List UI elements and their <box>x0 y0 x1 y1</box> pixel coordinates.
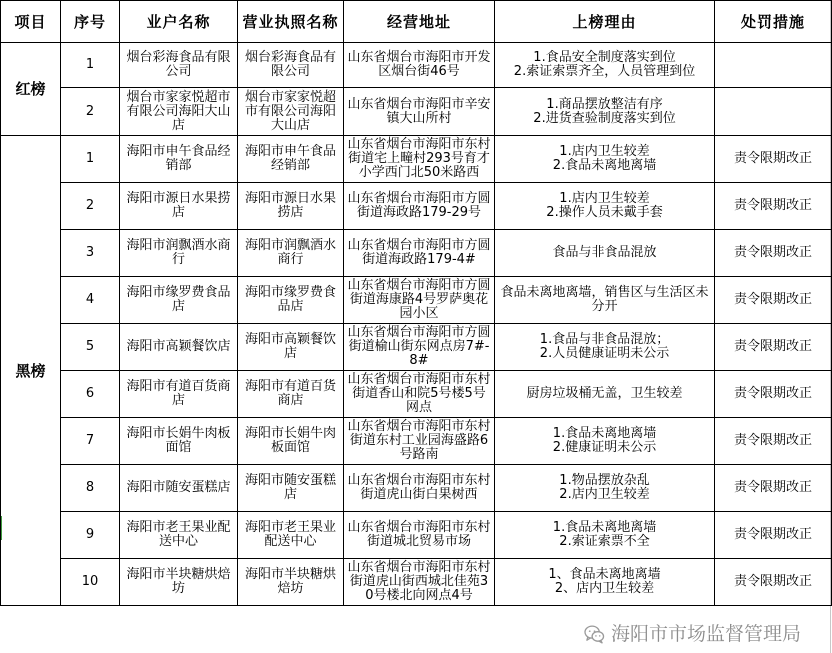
address-cell: 山东省烟台市海阳市方圆街道榆山街东网点房7#-8# <box>344 324 495 371</box>
table-row <box>1 324 832 371</box>
group-label-cell: 红榜 <box>1 43 61 136</box>
business-name-cell: 海阳市半块糖烘焙坊 <box>120 559 238 606</box>
serial-number-cell: 2 <box>61 88 120 136</box>
penalty-cell: 责令限期改正 <box>715 465 832 512</box>
reason-cell <box>495 136 715 183</box>
penalty-cell <box>715 88 832 136</box>
reason-cell <box>495 371 715 418</box>
reason-line: 1.店内卫生较差 <box>559 191 650 206</box>
address-cell: 山东省烟台市海阳市方圆街道海康路4号罗萨奥花园小区 <box>344 277 495 324</box>
address-cell: 山东省烟台市海阳市辛安镇大山所村 <box>344 88 495 136</box>
license-name-cell: 海阳市缘罗费食品店 <box>238 277 344 324</box>
business-name-cell: 海阳市源日水果捞店 <box>120 183 238 230</box>
reason-cell <box>495 512 715 559</box>
address-cell: 山东省烟台市海阳市东村街道宅上疃村293号育才小学西门北50米路西 <box>344 136 495 183</box>
business-name-cell: 海阳市高颖餐饮店 <box>120 324 238 371</box>
reason-cell <box>495 324 715 371</box>
table-row <box>1 230 832 277</box>
serial-number-cell: 8 <box>61 465 120 512</box>
license-name-cell: 海阳市高颖餐饮店 <box>238 324 344 371</box>
penalty-cell: 责令限期改正 <box>715 136 832 183</box>
header-reason: 上榜理由 <box>495 1 715 43</box>
business-name-cell: 海阳市缘罗费食品店 <box>120 277 238 324</box>
reason-line: 1.食品未离地离墙 <box>552 426 657 441</box>
header-address: 经营地址 <box>344 1 495 43</box>
reason-cell <box>495 465 715 512</box>
header-license-name: 营业执照名称 <box>238 1 344 43</box>
reason-line: 2.健康证明未公示 <box>552 440 657 455</box>
serial-number-cell: 1 <box>61 43 120 88</box>
table-row <box>1 88 832 136</box>
business-name-cell: 海阳市润飘酒水商行 <box>120 230 238 277</box>
business-name-cell: 烟台彩海食品有限公司 <box>120 43 238 88</box>
license-name-cell: 海阳市半块糖烘焙坊 <box>238 559 344 606</box>
reason-cell <box>495 418 715 465</box>
reason-cell <box>495 43 715 88</box>
license-name-cell: 海阳市老王果业配送中心 <box>238 512 344 559</box>
address-cell: 山东省烟台市海阳市东村街道城北贸易市场 <box>344 512 495 559</box>
penalty-cell <box>715 43 832 88</box>
serial-number-cell: 9 <box>61 512 120 559</box>
reason-line: 2.操作人员未戴手套 <box>546 205 663 220</box>
table-row <box>1 559 832 606</box>
penalty-cell: 责令限期改正 <box>715 559 832 606</box>
serial-number-cell: 4 <box>61 277 120 324</box>
license-name-cell: 海阳市长娟牛肉板面馆 <box>238 418 344 465</box>
penalty-cell: 责令限期改正 <box>715 230 832 277</box>
header-penalty: 处罚措施 <box>715 1 832 43</box>
reason-line: 2.索证索票不全 <box>559 534 650 549</box>
serial-number-cell: 10 <box>61 559 120 606</box>
reason-line: 1、食品未离地离墙 <box>548 567 661 582</box>
reason-line: 1.食品与非食品混放； <box>539 332 670 347</box>
reason-line: 1.商品摆放整洁有序 <box>546 96 663 112</box>
address-cell: 山东省烟台市海阳市方圆街道海政路179-29号 <box>344 183 495 230</box>
table-row <box>1 465 832 512</box>
license-name-cell: 海阳市源日水果捞店 <box>238 183 344 230</box>
penalty-cell: 责令限期改正 <box>715 324 832 371</box>
table-row <box>1 136 832 183</box>
reason-cell <box>495 559 715 606</box>
serial-number-cell: 2 <box>61 183 120 230</box>
address-cell: 山东省烟台市海阳市开发区烟台街46号 <box>344 43 495 88</box>
serial-number-cell: 1 <box>61 136 120 183</box>
serial-number-cell: 3 <box>61 230 120 277</box>
table-row <box>1 277 832 324</box>
table-row <box>1 183 832 230</box>
wechat-icon <box>584 625 605 644</box>
reason-line: 2.索证索票齐全，人员管理到位 <box>513 64 696 79</box>
watermark-text: 海阳市市场监督管理局 <box>611 623 802 645</box>
address-cell: 山东省烟台市海阳市东村街道虎山街白果树西 <box>344 465 495 512</box>
reason-line: 食品未离地离墙，销售区与生活区未分开 <box>500 285 709 314</box>
header-category: 项目 <box>1 1 61 43</box>
penalty-cell: 责令限期改正 <box>715 512 832 559</box>
address-cell: 山东省烟台市海阳市东村街道虎山街西城北佳苑30号楼北向网点4号 <box>344 559 495 606</box>
serial-number-cell: 5 <box>61 324 120 371</box>
license-name-cell: 海阳市润飘酒水商行 <box>238 230 344 277</box>
reason-line: 食品与非食品混放 <box>552 245 657 260</box>
reason-line: 厨房垃圾桶无盖，卫生较差 <box>526 386 683 401</box>
reason-cell <box>495 230 715 277</box>
serial-number-cell: 7 <box>61 418 120 465</box>
table-row <box>1 512 832 559</box>
license-name-cell: 海阳市随安蛋糕店 <box>238 465 344 512</box>
business-name-cell: 海阳市长娟牛肉板面馆 <box>120 418 238 465</box>
reason-line: 1.食品未离地离墙 <box>552 520 657 535</box>
address-cell: 山东省烟台市海阳市东村街道香山和院5号楼5号网点 <box>344 371 495 418</box>
table-header-row <box>1 1 832 43</box>
business-name-cell: 海阳市老王果业配送中心 <box>120 512 238 559</box>
serial-number-cell: 6 <box>61 371 120 418</box>
table-row <box>1 418 832 465</box>
reason-line: 2、店内卫生较差 <box>554 581 655 596</box>
address-cell: 山东省烟台市海阳市方圆街道海政路179-4# <box>344 230 495 277</box>
penalty-cell: 责令限期改正 <box>715 183 832 230</box>
table-row <box>1 43 832 88</box>
reason-cell <box>495 183 715 230</box>
address-cell: 山东省烟台市海阳市东村街道东村工业园海盛路6号路南 <box>344 418 495 465</box>
reason-line: 2.店内卫生较差 <box>559 487 650 502</box>
reason-cell <box>495 277 715 324</box>
reason-line: 1.店内卫生较差 <box>559 144 650 159</box>
business-name-cell: 海阳市有道百货商店 <box>120 371 238 418</box>
license-name-cell: 海阳市申午食品经销部 <box>238 136 344 183</box>
business-name-cell: 海阳市申午食品经销部 <box>120 136 238 183</box>
table-body <box>1 43 832 606</box>
business-name-cell: 海阳市随安蛋糕店 <box>120 465 238 512</box>
group-label-cell: 黑榜 <box>1 136 61 606</box>
penalty-cell: 责令限期改正 <box>715 418 832 465</box>
header-business-name: 业户名称 <box>120 1 238 43</box>
penalty-cell: 责令限期改正 <box>715 371 832 418</box>
reason-line: 1.物品摆放杂乱 <box>559 473 650 488</box>
license-name-cell: 烟台彩海食品有限公司 <box>238 43 344 88</box>
account-watermark <box>584 622 801 646</box>
reason-line: 2.人员健康证明未公示 <box>539 346 670 361</box>
business-name-cell: 烟台市家家悦超市有限公司海阳大山店 <box>120 88 238 136</box>
license-name-cell: 烟台市家家悦超市有限公司海阳大山店 <box>238 88 344 136</box>
reason-line: 1.食品安全制度落实到位 <box>533 50 676 65</box>
license-name-cell: 海阳市有道百货商店 <box>238 371 344 418</box>
header-serial-number: 序号 <box>61 1 120 43</box>
reason-line: 2.食品未离地离墙 <box>552 158 657 173</box>
penalty-cell: 责令限期改正 <box>715 277 832 324</box>
reason-line: 2.进货查验制度落实到位 <box>533 110 676 126</box>
table-row <box>1 371 832 418</box>
reason-cell <box>495 88 715 136</box>
